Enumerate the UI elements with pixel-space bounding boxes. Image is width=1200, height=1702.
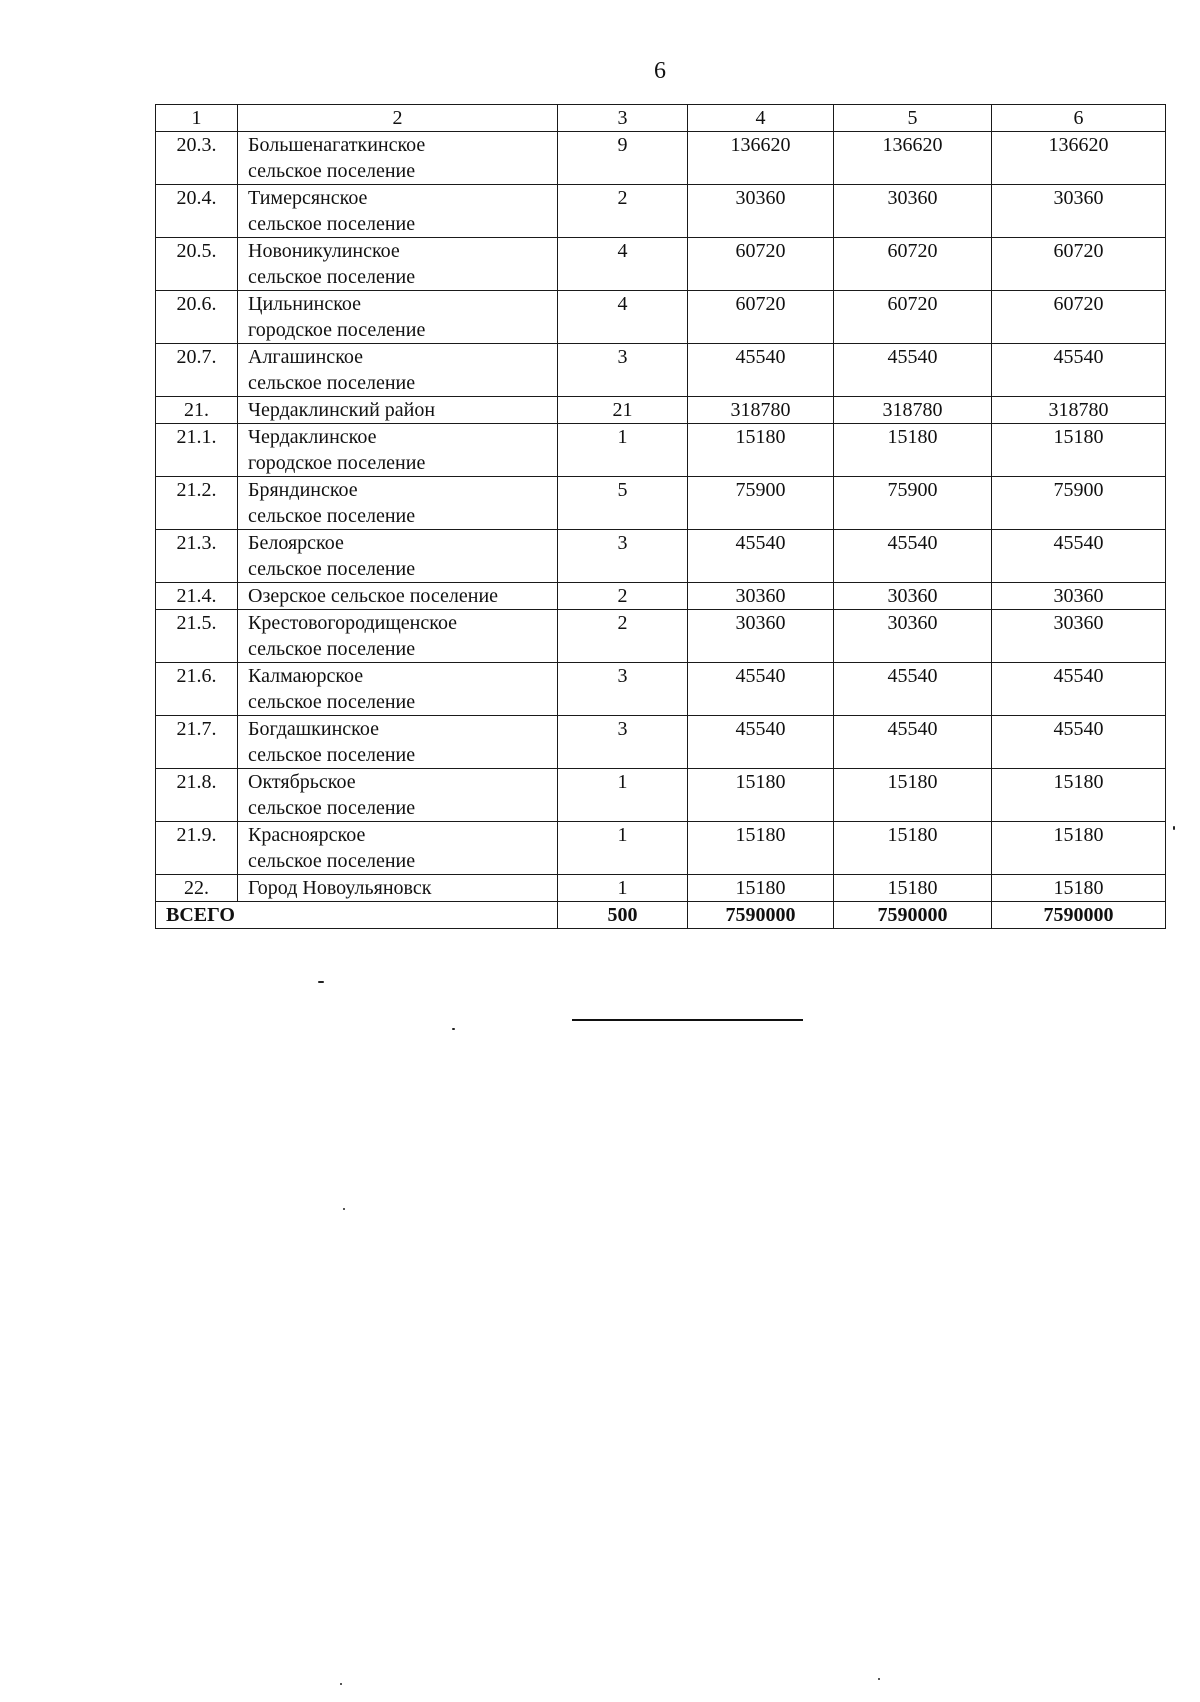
table-row [156, 238, 1166, 291]
settlement-name-line1: Город Новоульяновск [248, 877, 432, 899]
col5-value: 15180 [834, 875, 992, 902]
total-col3: 500 [558, 902, 688, 929]
row-number: 21.2. [156, 477, 238, 530]
scan-speck [452, 1028, 455, 1030]
settlement-name-line1: Крестовогородищенское [248, 612, 458, 634]
scan-speck [343, 1208, 345, 1210]
settlement-name-line2: городское поселение [248, 319, 426, 341]
col6-value: 45540 [992, 344, 1166, 397]
settlement-name-line1: Алгашинское [248, 346, 364, 368]
settlement-name [238, 185, 558, 238]
table-row [156, 424, 1166, 477]
col4-value: 15180 [688, 875, 834, 902]
row-number: 21.1. [156, 424, 238, 477]
col3-value: 3 [558, 344, 688, 397]
col5-value: 30360 [834, 185, 992, 238]
col5-value: 318780 [834, 397, 992, 424]
col5-value: 15180 [834, 769, 992, 822]
table-row [156, 291, 1166, 344]
end-of-document-rule [572, 1019, 803, 1021]
col4-value: 60720 [688, 291, 834, 344]
col3-value: 4 [558, 238, 688, 291]
col4-value: 45540 [688, 344, 834, 397]
settlement-name [238, 477, 558, 530]
total-row [156, 902, 1166, 929]
settlement-name-line2: сельское поселение [248, 266, 416, 288]
table-row [156, 769, 1166, 822]
col6-value: 30360 [992, 185, 1166, 238]
row-number: 20.6. [156, 291, 238, 344]
col3-value: 1 [558, 875, 688, 902]
settlement-name [238, 822, 558, 875]
row-number: 21.8. [156, 769, 238, 822]
row-number: 20.3. [156, 132, 238, 185]
col6-value: 15180 [992, 424, 1166, 477]
col3-value: 9 [558, 132, 688, 185]
col4-value: 15180 [688, 424, 834, 477]
settlement-name-line1: Октябрьское [248, 771, 356, 793]
settlement-name-line2: сельское поселение [248, 372, 416, 394]
table-row [156, 716, 1166, 769]
col3-value: 1 [558, 424, 688, 477]
total-col4: 7590000 [688, 902, 834, 929]
settlement-name-line1: Белоярское [248, 532, 344, 554]
scan-speck [1173, 826, 1175, 830]
col6-value: 15180 [992, 875, 1166, 902]
col3-value: 5 [558, 477, 688, 530]
settlement-name [238, 769, 558, 822]
settlement-name-line1: Богдашкинское [248, 718, 379, 740]
column-header: 1 [156, 105, 238, 132]
col6-value: 60720 [992, 291, 1166, 344]
table-row [156, 663, 1166, 716]
settlement-name-line2: сельское поселение [248, 691, 416, 713]
settlement-name-line2: сельское поселение [248, 638, 416, 660]
settlement-name-line2: сельское поселение [248, 160, 416, 182]
row-number: 21.9. [156, 822, 238, 875]
allocation-table [155, 104, 1166, 929]
settlement-name [238, 583, 558, 610]
col3-value: 2 [558, 185, 688, 238]
col5-value: 45540 [834, 344, 992, 397]
col5-value: 45540 [834, 530, 992, 583]
scan-speck [878, 1678, 880, 1680]
col3-value: 1 [558, 822, 688, 875]
col6-value: 30360 [992, 610, 1166, 663]
col4-value: 30360 [688, 185, 834, 238]
row-number: 21.5. [156, 610, 238, 663]
table-row [156, 397, 1166, 424]
table-row [156, 530, 1166, 583]
column-header: 5 [834, 105, 992, 132]
column-header: 2 [238, 105, 558, 132]
settlement-name-line2: сельское поселение [248, 213, 416, 235]
table-row [156, 822, 1166, 875]
row-number: 20.7. [156, 344, 238, 397]
col4-value: 136620 [688, 132, 834, 185]
settlement-name-line2: сельское поселение [248, 558, 416, 580]
settlement-name-line1: Тимерсянское [248, 187, 368, 209]
col4-value: 318780 [688, 397, 834, 424]
col3-value: 3 [558, 716, 688, 769]
settlement-name-line1: Озерское сельское поселение [248, 585, 499, 607]
settlement-name-line1: Чердаклинский район [248, 399, 436, 421]
col6-value: 136620 [992, 132, 1166, 185]
scan-speck [318, 981, 324, 983]
col4-value: 30360 [688, 610, 834, 663]
col6-value: 15180 [992, 822, 1166, 875]
settlement-name-line2: сельское поселение [248, 744, 416, 766]
row-number: 21.4. [156, 583, 238, 610]
settlement-name-line1: Новоникулинское [248, 240, 400, 262]
col4-value: 15180 [688, 769, 834, 822]
col5-value: 30360 [834, 583, 992, 610]
column-header: 4 [688, 105, 834, 132]
col6-value: 45540 [992, 530, 1166, 583]
settlement-name [238, 663, 558, 716]
col6-value: 15180 [992, 769, 1166, 822]
col3-value: 1 [558, 769, 688, 822]
col3-value: 4 [558, 291, 688, 344]
col6-value: 60720 [992, 238, 1166, 291]
col6-value: 318780 [992, 397, 1166, 424]
settlement-name [238, 530, 558, 583]
table-body [156, 132, 1166, 902]
settlement-name-line1: Большенагаткинское [248, 134, 426, 156]
settlement-name-line2: сельское поселение [248, 797, 416, 819]
settlement-name [238, 397, 558, 424]
scan-speck [340, 1683, 342, 1685]
col4-value: 45540 [688, 663, 834, 716]
settlement-name [238, 875, 558, 902]
col3-value: 21 [558, 397, 688, 424]
settlement-name [238, 291, 558, 344]
settlement-name-line2: сельское поселение [248, 505, 416, 527]
settlement-name [238, 344, 558, 397]
settlement-name-line1: Бряндинское [248, 479, 358, 501]
settlement-name [238, 238, 558, 291]
col5-value: 136620 [834, 132, 992, 185]
col5-value: 15180 [834, 424, 992, 477]
settlement-name-line2: городское поселение [248, 452, 426, 474]
col6-value: 30360 [992, 583, 1166, 610]
col5-value: 45540 [834, 663, 992, 716]
total-col5: 7590000 [834, 902, 992, 929]
row-number: 20.5. [156, 238, 238, 291]
total-label: ВСЕГО [156, 902, 558, 929]
col6-value: 45540 [992, 716, 1166, 769]
col3-value: 2 [558, 610, 688, 663]
col6-value: 75900 [992, 477, 1166, 530]
table-row [156, 875, 1166, 902]
settlement-name [238, 132, 558, 185]
col5-value: 45540 [834, 716, 992, 769]
col4-value: 45540 [688, 530, 834, 583]
col4-value: 45540 [688, 716, 834, 769]
row-number: 20.4. [156, 185, 238, 238]
column-header: 3 [558, 105, 688, 132]
col4-value: 30360 [688, 583, 834, 610]
column-number-header-row [156, 105, 1166, 132]
col5-value: 60720 [834, 238, 992, 291]
col5-value: 60720 [834, 291, 992, 344]
row-number: 21.6. [156, 663, 238, 716]
column-header: 6 [992, 105, 1166, 132]
table-row [156, 344, 1166, 397]
settlement-name [238, 610, 558, 663]
table-row [156, 583, 1166, 610]
row-number: 21. [156, 397, 238, 424]
col3-value: 3 [558, 663, 688, 716]
table-row [156, 477, 1166, 530]
total-col6: 7590000 [992, 902, 1166, 929]
row-number: 21.3. [156, 530, 238, 583]
settlement-name-line1: Цильнинское [248, 293, 362, 315]
col3-value: 3 [558, 530, 688, 583]
settlement-name-line1: Красноярское [248, 824, 366, 846]
row-number: 22. [156, 875, 238, 902]
settlement-name-line1: Калмаюрское [248, 665, 364, 687]
col6-value: 45540 [992, 663, 1166, 716]
col4-value: 15180 [688, 822, 834, 875]
row-number: 21.7. [156, 716, 238, 769]
col5-value: 30360 [834, 610, 992, 663]
col3-value: 2 [558, 583, 688, 610]
page-number: 6 [654, 58, 666, 84]
settlement-name-line1: Чердаклинское [248, 426, 377, 448]
table-row [156, 610, 1166, 663]
col5-value: 15180 [834, 822, 992, 875]
settlement-name-line2: сельское поселение [248, 850, 416, 872]
settlement-name [238, 716, 558, 769]
col4-value: 60720 [688, 238, 834, 291]
col4-value: 75900 [688, 477, 834, 530]
settlement-name [238, 424, 558, 477]
col5-value: 75900 [834, 477, 992, 530]
table-row [156, 185, 1166, 238]
table-row [156, 132, 1166, 185]
